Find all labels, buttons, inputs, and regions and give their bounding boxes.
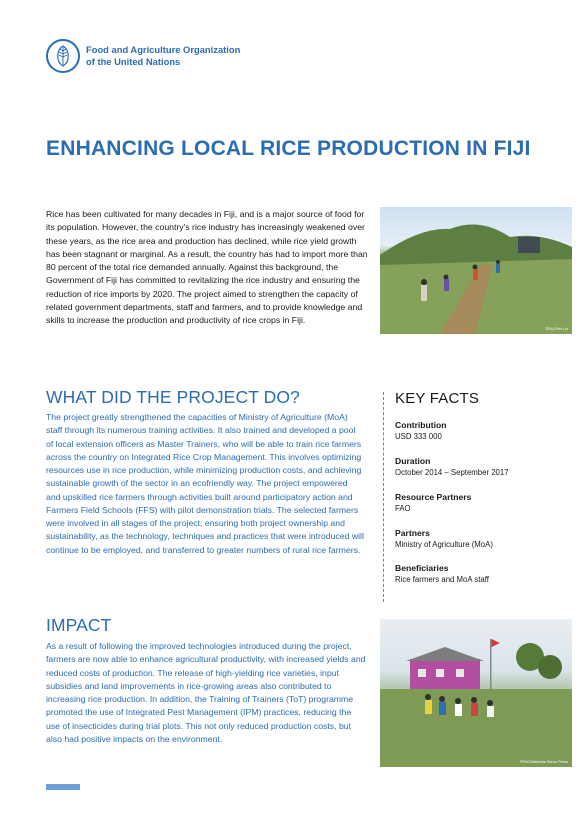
key-fact-label: Beneficiaries — [395, 563, 449, 573]
key-fact-label: Partners — [395, 528, 430, 538]
page-title: ENHANCING LOCAL RICE PRODUCTION IN FIJI — [46, 137, 531, 160]
what-heading: WHAT DID THE PROJECT DO? — [46, 387, 300, 407]
org-name-line1: Food and Agriculture Organization — [86, 44, 241, 55]
key-fact-label: Contribution — [395, 420, 447, 430]
key-fact-duration — [395, 455, 565, 479]
photo-credit: ©FAO/Ilm Liu — [545, 327, 568, 331]
footer-accent-bar — [46, 784, 80, 790]
key-fact-partners — [395, 527, 565, 551]
key-fact-value: FAO — [395, 504, 411, 513]
impact-paragraph: As a result of following the improved technologies introduced during the project, farmers are now able to enhance agricultural productivity, with increased yields and reduced costs of production. The release of high-yielding rice varieties, input subsidies and land improvements in rice-growing areas also contributed to increasing rice production. In addition, the Training of Trainers (ToT) programme promoted the use of Integrated Pest Management (IPM) practices, reducing the use of insecticides during trial plots. This not only reduced production costs, but also had positive impacts on the environment. — [46, 641, 366, 744]
key-fact-beneficiaries — [395, 562, 565, 586]
farmers-group-photo — [380, 619, 572, 767]
key-fact-contribution — [395, 419, 565, 443]
key-fact-value: Ministry of Agriculture (MoA) — [395, 540, 493, 549]
key-fact-label: Resource Partners — [395, 492, 472, 502]
key-fact-resource-partners — [395, 491, 565, 515]
key-fact-value: October 2014 – September 2017 — [395, 468, 509, 477]
org-name — [86, 44, 240, 68]
key-fact-label: Duration — [395, 456, 431, 466]
rice-field-photo — [380, 207, 572, 334]
column-divider — [383, 392, 384, 602]
intro-paragraph: Rice has been cultivated for many decades in Fiji, and is a major source of food for its population. However, the country's rice industry has increasingly weakened over these years, as the rice area and production has declined, while rice yield growth has been stagnant or marginal. As a result, the country has had to import more than 80 percent of the total rice demanded annually. Against this background, the Government of Fiji has committed to revitalizing the rice industry and ensuring the reduction of rice imports by 2020. The project aimed to strengthen the capacity of related government departments, staff and farmers, and to provide knowledge and skills to increase the production and productivity of rice crops in Fiji. — [46, 209, 368, 325]
photo-credit: ©FAO/Mahinde Senar Perez — [519, 760, 568, 764]
key-fact-value: USD 333 000 — [395, 432, 442, 441]
org-name-line2: of the United Nations — [86, 56, 181, 67]
what-paragraph: The project greatly strengthened the capacities of Ministry of Agriculture (MoA) staff through its numerous training activities. It also trained and developed a pool of local extension officers as Master Trainers, who will be able to train rice farmers across the country on Integrated Rice Crop Management. This involves optimizing resources use in rice production, while minimizing production costs, and achieving sustainable growth of the sector in an ecofriendly way. The project empowered and upskilled rice farmers through activities built around participatory action and Farmers Field Schools (FFS) with pilot demonstration trials. The selected farmers were involved in all stages of the project, ensuring both project ownership and sustainability, as the technology, techniques and practices that were introduced will continue to be employed, and transferred to greater numbers of rural rice farmers. — [46, 412, 364, 555]
impact-heading: IMPACT — [46, 615, 112, 635]
key-facts-heading: KEY FACTS — [395, 390, 480, 407]
header — [46, 38, 240, 74]
key-fact-value: Rice farmers and MoA staff — [395, 575, 489, 584]
fao-logo — [46, 39, 80, 73]
